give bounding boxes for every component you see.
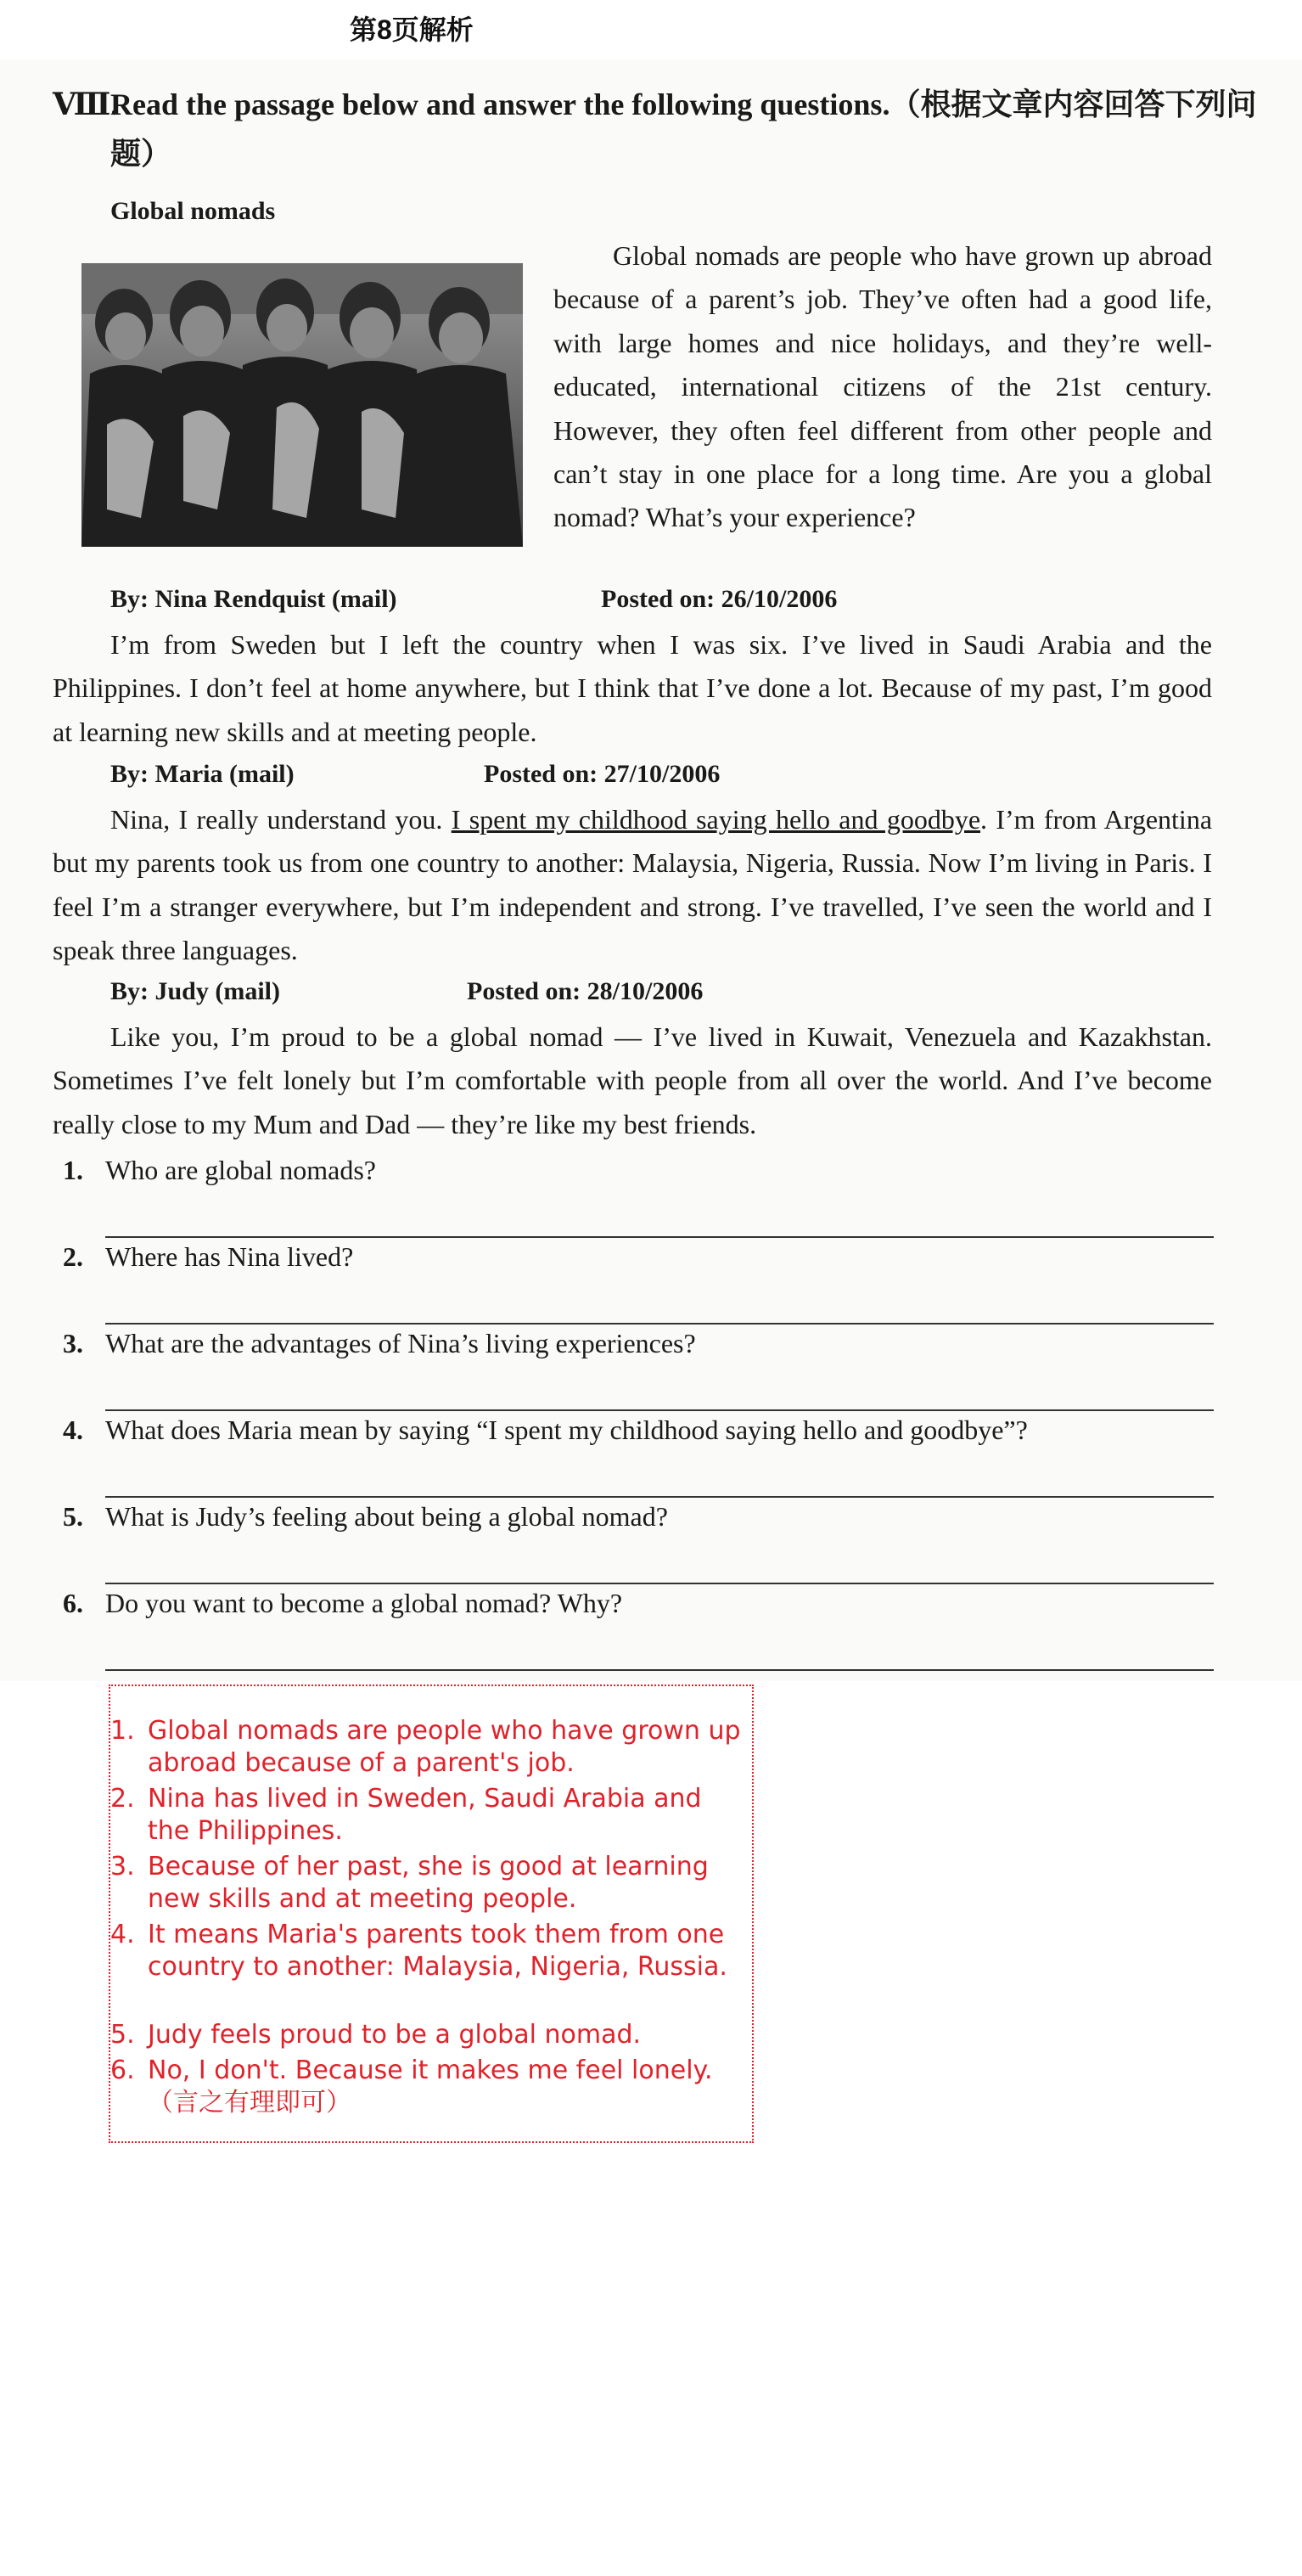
answer-number: 2.: [110, 1784, 135, 1814]
answer-number: 3.: [110, 1852, 135, 1881]
answer-text: Global nomads are people who have grown up abroad because of a parent's job.: [148, 1716, 741, 1778]
post-date: Posted on: 26/10/2006: [601, 585, 838, 613]
question-number: 1.: [63, 1155, 83, 1185]
answer-text: No, I don't. Because it makes me feel lonely.（言之有理即可）: [148, 2056, 713, 2118]
answer-number: 1.: [110, 1716, 135, 1746]
question-number: 4.: [63, 1415, 83, 1445]
question-text: Where has Nina lived?: [105, 1241, 354, 1272]
answer-line[interactable]: [105, 1496, 1214, 1498]
answer-line[interactable]: [105, 1409, 1214, 1411]
answer-line[interactable]: [105, 1323, 1214, 1325]
answer-text: It means Maria's parents took them from one country to another: Malaysia, Nigeria, Russia.: [148, 1920, 727, 1982]
post-date: Posted on: 28/10/2006: [467, 977, 704, 1005]
question-text: Who are global nomads?: [105, 1155, 376, 1185]
passage-title: Global nomads: [110, 197, 276, 225]
question-number: 5.: [63, 1501, 83, 1532]
post-author: By: Maria (mail): [110, 760, 295, 788]
answer-number: 4.: [110, 1920, 135, 1949]
section-numeral: Ⅷ.: [53, 87, 119, 121]
post-byline-maria: [110, 757, 721, 791]
answer-text: Because of her past, she is good at learning new skills and at meeting people.: [148, 1852, 709, 1914]
answer-line[interactable]: [105, 1236, 1214, 1238]
post-byline-nina: [110, 582, 838, 616]
underlined-sentence: I spent my childhood saying hello and goodbye: [451, 804, 981, 835]
question-number: 2.: [63, 1241, 83, 1272]
question-text: What is Judy’s feeling about being a global nomad?: [105, 1501, 668, 1532]
answer-number: 5.: [110, 2020, 135, 2050]
post-date: Posted on: 27/10/2006: [484, 760, 721, 788]
question-text: What are the advantages of Nina’s living experiences?: [105, 1328, 696, 1358]
question-number: 3.: [63, 1328, 83, 1358]
question-text: What does Maria mean by saying “I spent my childhood saying hello and goodbye”?: [105, 1415, 1028, 1445]
question-number: 6.: [63, 1588, 83, 1618]
worksheet-scan: [0, 59, 1302, 1681]
section-instruction: Read the passage below and answer the following questions.（根据文章内容回答下列问题）: [110, 87, 1257, 171]
answer-number: 6.: [110, 2056, 135, 2085]
passage-intro: Global nomads are people who have grown up abroad because of a parent’s job. They’ve often had a good life, with large homes and nice holidays, and they’re well-educated, international citizens of the 21st century. However, they often feel different from other people and can’t stay in one place for a long time. Are you a global nomad? What’s your experience?: [553, 240, 1212, 533]
post-text: Nina, I really understand you.: [110, 804, 452, 835]
answer-text: Nina has lived in Sweden, Saudi Arabia and the Philippines.: [148, 1784, 702, 1846]
question-text: Do you want to become a global nomad? Why?: [105, 1588, 623, 1618]
answer-line[interactable]: [105, 1669, 1214, 1671]
answer-line[interactable]: [105, 1583, 1214, 1584]
post-body-maria: [53, 798, 1212, 973]
answer-key-box: [109, 1685, 754, 2143]
page-title: 第8页解析: [350, 14, 474, 45]
photo-illustration: [81, 263, 523, 547]
post-author: By: Judy (mail): [110, 977, 281, 1005]
post-body-nina: I’m from Sweden but I left the country when I was six. I’ve lived in Saudi Arabia and the Philippines. I don’t feel at home anywhere, but I think that I’ve done a lot. Because of my past, I’m good at learning new skills and at meeting people.: [53, 629, 1212, 747]
page-header: [0, 0, 1302, 54]
post-author: By: Nina Rendquist (mail): [110, 585, 397, 613]
post-body-judy: Like you, I’m proud to be a global nomad — I’ve lived in Kuwait, Venezuela and Kazakhstan. Sometimes I’ve felt lonely but I’m comfortable with people from all over the world. And I’ve become really close to my Mum and Dad — they’re like my best friends.: [53, 1021, 1212, 1139]
children-photo: [81, 263, 523, 547]
answer-text: Judy feels proud to be a global nomad.: [148, 2020, 642, 2050]
post-byline-judy: [110, 975, 704, 1009]
post-text: . I’m from Argentina but my parents took us from one country to another: Malaysia, Nigeria, Russia. Now I’m living in Paris. I feel I’m a stranger everywhere, but I’m independent and strong. I’ve travelled, I’ve seen the world and I speak three languages.: [53, 804, 1213, 966]
